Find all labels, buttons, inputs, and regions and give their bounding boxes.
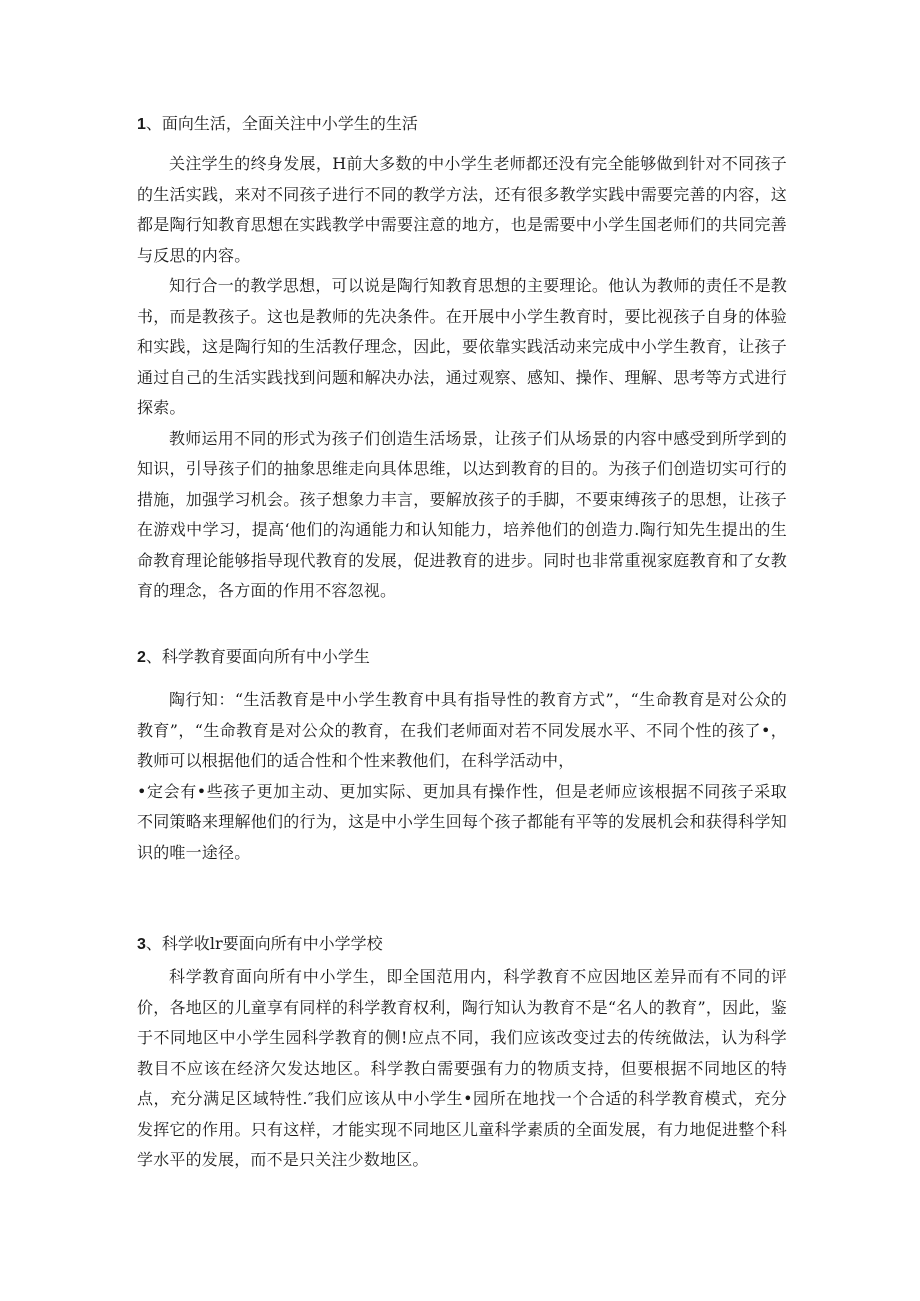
paragraph: 陶行知：“生活教育是中小学生教育中具有指导性的教育方式”，“生命教育是对公众的教育”，“生命教育是对公众的教育，在我们老师面对若不同发展水平、不同个性的孩了•，教师可以根据他们的适合性和个性来教他们，在科学活动中， bbox=[137, 690, 787, 770]
section-number: 3 bbox=[137, 936, 146, 953]
section-body bbox=[137, 149, 787, 607]
paragraph: 知行合一的教学思想，可以说是陶行知教育思想的主要理论。他认为教师的责任不是教书，而是教孩子。这也是教师的先决条件。在开展中小学生教育时，要比视孩子自身的体验和实践，这是陶行知的生活教仔理念，因此，要依靠实践活动来完成中小学生教育，让孩子通过自己的生活实践找到问题和解决办法，通过观察、感知、操作、理解、思考等方式进行探索。 bbox=[137, 276, 787, 417]
paragraph: 关注学生的终身发展，H前大多数的中小学生老师都还没有完全能够做到针对不同孩子的生活实践，来对不同孩子进行不同的教学方法，还有很多教学实践中需要完善的内容，这都是陶行知教育思想在实践教学中需要注意的地方，也是需要中小学生国老师们的共同完善与反思的内容。 bbox=[137, 154, 787, 265]
section-1 bbox=[137, 112, 787, 607]
paragraph: 教师运用不同的形式为孩子们创造生活场景，让孩子们从场景的内容中感受到所学到的知识，引导孩子们的抽象思维走向具体思维，以达到教育的目的。为孩子们创造切实可行的措施，加强学习机会。孩子想象力丰言，要解放孩子的手脚，不要束缚孩子的思想，让孩子在游戏中学习，提高‘他们的沟通能力和认知能力，培养他们的创造力.陶行知先生提出的生命教育理论能够指导现代教育的发展，促进教育的进步。同时也非常重视家庭教育和了女教育的理念，各方面的作用不容忽视。 bbox=[137, 428, 787, 600]
section-body bbox=[137, 962, 787, 1176]
section-title: 、科学收lr要面向所有中小学学校 bbox=[145, 934, 383, 953]
section-2 bbox=[137, 645, 787, 868]
paragraph: •定会有•些孩子更加主动、更加实际、更加具有操作性，但是老师应该根据不同孩子采取不同策略来理解他们的行为，这是中小学生回每个孩子都能有平等的发展机会和获得科学知识的唯一途径。 bbox=[137, 781, 787, 862]
section-title: 、科学教育要面向所有中小学生 bbox=[145, 647, 370, 666]
section-title: 、面向生活，全面关注中小学生的生活 bbox=[145, 114, 418, 133]
section-number: 2 bbox=[137, 649, 146, 666]
paragraph: 科学教育面向所有中小学生，即全国范用内，科学教育不应因地区差异而有不同的评价，各地区的儿童享有同样的科学教育权利，陶行知认为教育不是“名人的教育”，因此，鉴于不同地区中小学生园科学教育的侧!应点不同，我们应该改变过去的传统做法，认为科学教目不应该在经济欠发达地区。科学教白需要强有力的物质支持，但要根据不同地区的特点，充分满足区域特性.″我们应该从中小学生•园所在地找一个合适的科学教育模式，充分发挥它的作用。只有这样，才能实现不同地区儿童科学素质的全面发展，有力地促进整个科学水平的发展，而不是只关注少数地区。 bbox=[137, 967, 787, 1169]
section-heading bbox=[137, 645, 787, 670]
section-heading bbox=[137, 112, 787, 137]
section-heading bbox=[137, 932, 787, 957]
section-number: 1 bbox=[137, 116, 146, 133]
section-3 bbox=[137, 932, 787, 1176]
section-body bbox=[137, 685, 787, 868]
